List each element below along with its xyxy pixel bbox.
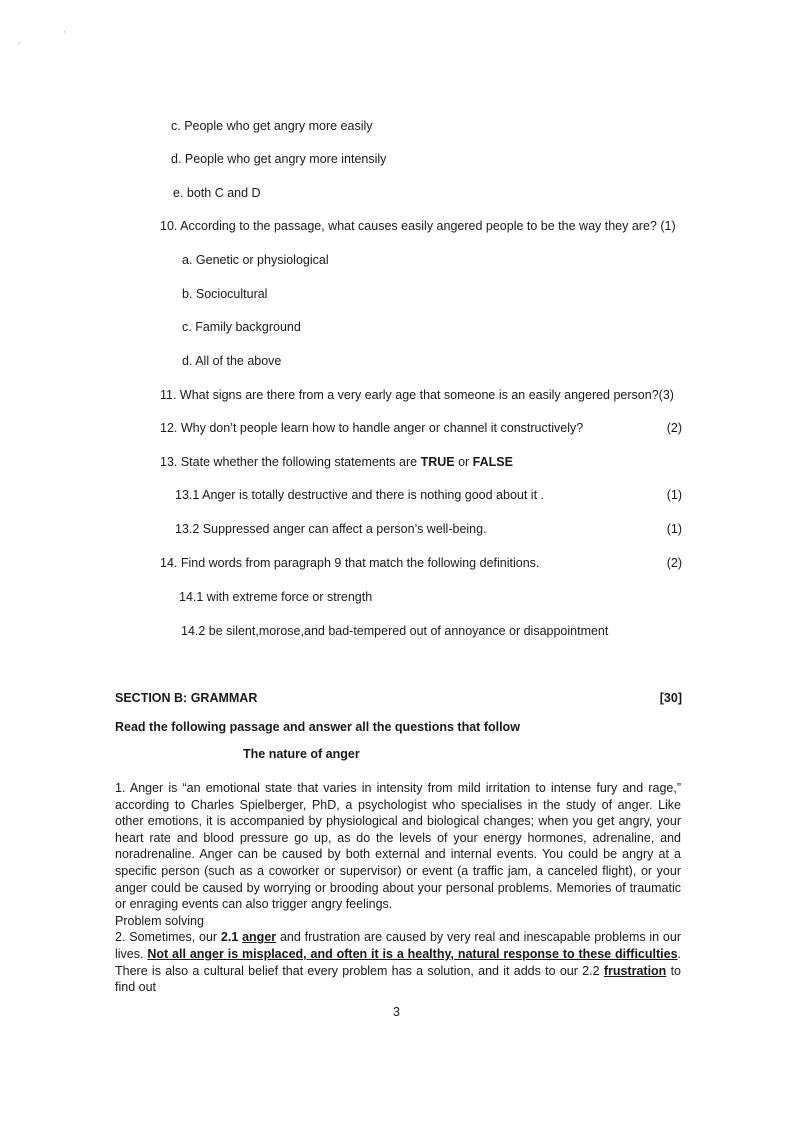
q10-option-d: d. All of the above — [182, 354, 282, 368]
scan-speck: , — [18, 36, 21, 45]
statement-13-1-marks: (1) — [666, 488, 682, 502]
q10-option-b: b. Sociocultural — [182, 287, 268, 301]
question-10: 10. According to the passage, what causes easily angered people to be the way they are? (1) — [160, 219, 676, 233]
underlined-sentence: Not all anger is misplaced, and often it is a healthy, natural response to these difficulties — [147, 946, 678, 961]
passage-subheading: Problem solving — [115, 913, 204, 928]
passage-title: The nature of anger — [243, 747, 360, 761]
q9-option-d: d. People who get angry more intensily — [171, 152, 387, 166]
paragraph-2 — [115, 929, 681, 995]
question-14: 14. Find words from paragraph 9 that match the following definitions. — [160, 556, 540, 570]
para2-start: 2. Sometimes, our — [115, 930, 221, 945]
ref-2-1: 2.1 — [220, 930, 239, 945]
page-number: 3 — [393, 1005, 400, 1019]
passage-body — [115, 780, 681, 996]
or-word: or — [454, 455, 473, 469]
section-b-heading: SECTION B: GRAMMAR — [115, 691, 258, 705]
definition-14-2: 14.2 be silent,morose,and bad-tempered out of annoyance or disappointment — [181, 624, 609, 638]
q9-option-e: e. both C and D — [173, 186, 261, 200]
question-12: 12. Why don’t people learn how to handle anger or channel it constructively? — [160, 421, 584, 435]
scan-speck: ' — [64, 30, 66, 39]
para2-end: to find out — [115, 963, 682, 995]
para2-mid1: and frustration are caused by very real and inescapable problems in our lives. — [115, 930, 681, 961]
q10-option-c: c. Family background — [182, 320, 301, 334]
q10-option-a: a. Genetic or physiological — [182, 253, 329, 267]
true-word: TRUE — [420, 455, 455, 469]
question-11: 11. What signs are there from a very early age that someone is an easily angered person?(3) — [160, 388, 674, 402]
statement-13-2: 13.2 Suppressed anger can affect a person’s well-being. — [175, 522, 487, 536]
question-13 — [160, 455, 513, 469]
paragraph-1: 1. Anger is “an emotional state that varies in intensity from mild irritation to intense fury and rage,” according to Charles Spielberger, PhD, a psychologist who specialises in the study of anger. Like other emotions, it is accompanied by physiological and biological changes; when you get angry, your heart rate and blood pressure go up, as do the levels of your energy hormones, adrenaline, and noradrenaline. Anger can be caused by both external and internal events. You could be angry at a specific person (such as a coworker or supervisor) or event (a traffic jam, a canceled flight), or your anger could be caused by worrying or brooding about your personal problems. Memories of traumatic or enraging events can also trigger angry feelings. — [115, 781, 681, 912]
question-14-marks: (2) — [666, 556, 682, 570]
section-b-marks: [30] — [659, 691, 682, 705]
word-anger: anger — [242, 930, 277, 945]
question-13-prefix: 13. State whether the following statements are — [160, 455, 421, 469]
false-word: FALSE — [472, 455, 513, 469]
q9-option-c: c. People who get angry more easily — [171, 119, 373, 133]
question-12-marks: (2) — [666, 421, 682, 435]
statement-13-2-marks: (1) — [666, 522, 682, 536]
section-b-instruction: Read the following passage and answer all the questions that follow — [115, 720, 520, 734]
word-frustration: frustration — [603, 963, 667, 978]
statement-13-1: 13.1 Anger is totally destructive and there is nothing good about it . — [175, 488, 544, 502]
definition-14-1: 14.1 with extreme force or strength — [179, 590, 373, 604]
para2-mid2: . There is also a cultural belief that every problem has a solution, and it adds to our 2.2 — [115, 946, 681, 978]
